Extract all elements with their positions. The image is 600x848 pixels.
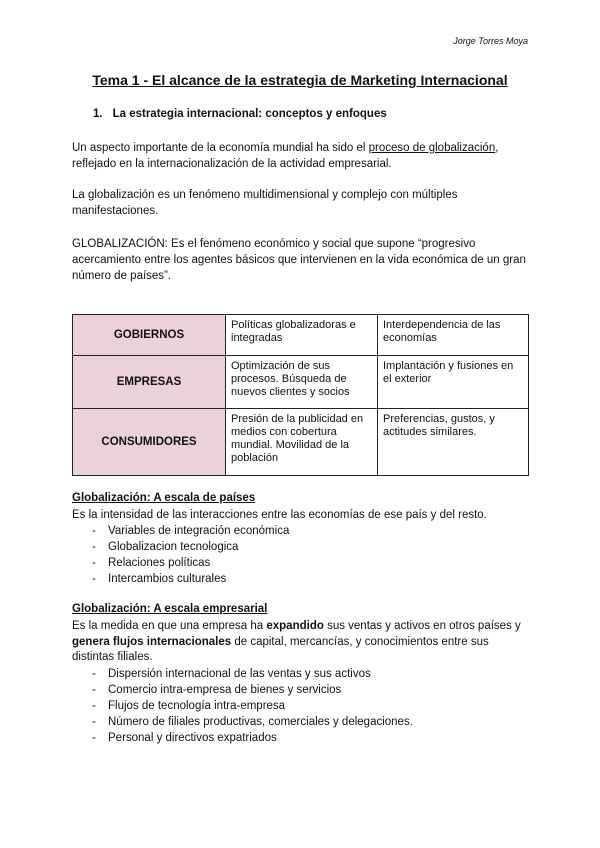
globalization-process-underlined: proceso de globalización	[368, 142, 496, 154]
author-name: Jorge Torres Moya	[453, 36, 528, 46]
table-cell: Optimización de sus procesos. Búsqueda de nuevos clientes y socios	[226, 356, 378, 409]
section-title: La estrategia internacional: conceptos y enfoques	[112, 108, 387, 120]
list-item-text: Variables de integración económica	[108, 525, 290, 537]
row-header-empresas: EMPRESAS	[73, 356, 226, 409]
table-row	[73, 356, 529, 409]
table-cell: Preferencias, gustos, y actitudes similares.	[378, 409, 529, 476]
text-part: sus ventas y activos en otros países y	[323, 620, 521, 632]
dash-bullet: -	[92, 716, 96, 728]
document-title: Tema 1 - El alcance de la estrategia de Marketing Internacional	[92, 72, 508, 88]
list-item	[72, 714, 413, 730]
section-number: 1.	[93, 108, 103, 120]
list-item-text: Intercambios culturales	[108, 573, 227, 585]
intro-text: Un aspecto importante de la economía mundial ha sido el	[72, 142, 369, 154]
section-heading	[93, 108, 387, 120]
dash-bullet: -	[92, 557, 96, 569]
list-item-text: Comercio intra-empresa de bienes y servicios	[108, 684, 342, 696]
list-item	[72, 730, 413, 746]
dash-bullet: -	[92, 700, 96, 712]
table-row	[73, 409, 529, 476]
intro-paragraph-2: La globalización es un fenómeno multidimensional y complejo con múltiples manifestaciones.	[72, 189, 458, 217]
text-part: de capital, mercancías, y conocimientos entre sus distintas filiales.	[72, 635, 489, 663]
list-item	[72, 523, 289, 539]
bold-expandido: expandido	[266, 620, 324, 632]
bold-flujos: genera flujos internacionales	[72, 635, 232, 648]
text-part: Es la medida en que una empresa ha	[72, 620, 267, 632]
intro-text-end: , reflejado en la internacionalización de la actividad empresarial.	[72, 142, 499, 170]
dash-bullet: -	[92, 525, 96, 537]
row-header-consumidores: CONSUMIDORES	[73, 409, 226, 476]
countries-scale-heading: Globalización: A escala de países	[72, 492, 256, 504]
countries-scale-list	[72, 523, 289, 587]
globalization-definition: GLOBALIZACIÓN: Es el fenómeno económico y social que supone “progresivo acercamiento entre los agentes básicos que intervienen en la vida económica de un gran número de países”.	[72, 238, 526, 282]
list-item	[72, 555, 289, 571]
dash-bullet: -	[92, 541, 96, 553]
list-item	[72, 571, 289, 587]
business-scale-text	[72, 619, 532, 666]
table-cell: Implantación y fusiones en el exterior	[378, 356, 529, 409]
intro-paragraph-1	[72, 140, 532, 172]
list-item-text: Personal y directivos expatriados	[108, 732, 277, 744]
actors-table	[72, 314, 529, 476]
countries-scale-text: Es la intensidad de las interacciones entre las economías de ese país y del resto.	[72, 509, 487, 521]
list-item	[72, 666, 413, 682]
business-scale-heading: Globalización: A escala empresarial	[72, 603, 268, 615]
list-item-text: Flujos de tecnología intra-empresa	[108, 700, 286, 712]
list-item-text: Globalizacion tecnologica	[108, 541, 239, 553]
dash-bullet: -	[92, 573, 96, 585]
business-scale-list	[72, 666, 413, 746]
table-row	[73, 315, 529, 356]
dash-bullet: -	[92, 732, 96, 744]
row-header-gobiernos: GOBIERNOS	[73, 315, 226, 356]
list-item	[72, 682, 413, 698]
dash-bullet: -	[92, 684, 96, 696]
list-item-text: Relaciones políticas	[108, 557, 211, 569]
list-item-text: Número de filiales productivas, comerciales y delegaciones.	[108, 716, 413, 728]
table-cell: Políticas globalizadoras e integradas	[226, 315, 378, 356]
list-item	[72, 539, 289, 555]
list-item	[72, 698, 413, 714]
list-item-text: Dispersión internacional de las ventas y sus activos	[108, 668, 371, 680]
dash-bullet: -	[92, 668, 96, 680]
table-cell: Interdependencia de las economías	[378, 315, 529, 356]
table-cell: Presión de la publicidad en medios con cobertura mundial. Movilidad de la población	[226, 409, 378, 476]
